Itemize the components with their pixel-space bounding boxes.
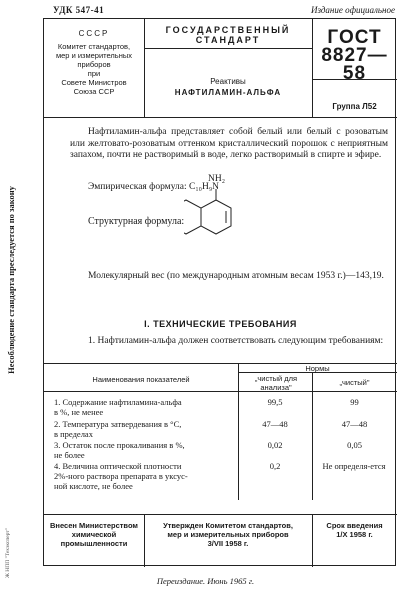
gost-number: 8827—58 — [321, 45, 388, 84]
gost-block — [312, 29, 397, 83]
col-header-pure: „чистый" — [339, 378, 370, 387]
col-header-name: Наименования показателей — [92, 375, 190, 384]
intro-paragraph: Нафтиламин-альфа представляет собой белый или белый с розоватым или желтовато-розоватым оттенком кристаллический порошок с неприятным запахом, почти не растворимый в воде, легко растворимый в спирте и эфире. — [70, 127, 388, 160]
gos-standard-label: ГОСУДАРСТВЕННЫЙ СТАНДАРТ — [165, 25, 291, 45]
section1-paragraph: 1. Нафтиламин-альфа должен соответствовать следующим требованиям: — [88, 336, 384, 346]
table-cell: 99,5 — [267, 397, 283, 407]
gost-label: ГОСТ — [327, 27, 382, 48]
table-cell: 0,02 — [267, 440, 283, 450]
approved-by: Утвержден Комитетом стандартов, мер и измерительных приборов 3/VII 1958 г. — [163, 521, 293, 548]
naphthalene-structure — [184, 186, 254, 261]
ussr-block — [44, 29, 144, 96]
group-label: Группа Л52 — [332, 102, 377, 111]
section-title: I. ТЕХНИЧЕСКИЕ ТРЕБОВАНИЯ — [144, 319, 297, 329]
reagents-label: Реактивы — [210, 77, 246, 86]
molecular-weight: Молекулярный вес (по международным атомным весам 1953 г.)—143,19. — [88, 271, 384, 281]
table-row: 2. Температура затвердевания в °С, в пределах — [54, 419, 182, 439]
table-cell: 99 — [350, 397, 359, 407]
empirical-formula: Эмпирическая формула: C₁₀H₉N — [88, 182, 219, 192]
table-cell: 47—48 — [341, 419, 368, 429]
table-row: 1. Содержание нафтиламина-альфа в %, не менее — [54, 397, 182, 417]
table-cell: Не определя-ется — [322, 461, 386, 471]
side-legal-note: Несоблюдение стандарта преследуется по закону — [6, 186, 16, 374]
table-cell: 0,05 — [347, 440, 362, 450]
ussr-label: СССР — [78, 29, 110, 38]
table-row: 3. Остаток после прокаливания в %, не более — [54, 440, 185, 460]
udk-code: УДК 547-41 — [53, 5, 105, 15]
side-publisher-note: Ж НПП "Техэксперт" — [5, 527, 11, 578]
effective-date: Срок введения 1/X 1958 г. — [326, 521, 383, 539]
document-frame — [43, 18, 396, 566]
introduced-by: Внесен Министерством химической промышленности — [50, 521, 138, 548]
nh2-group-label: NH₂ — [208, 174, 226, 184]
table-row: 4. Величина оптической плотности 2%-ного раствора препарата в уксус- ной кислоте, не более — [54, 461, 188, 491]
edition-note: Издание официальное — [310, 5, 395, 15]
table-cell: 47—48 — [262, 419, 288, 429]
reprint-note: Переиздание. Июнь 1965 г. — [156, 576, 255, 586]
committee-text: Комитет стандартов, мер и измерительных приборов при Совете Министров Союза ССР — [55, 42, 132, 96]
col-header-pure-analysis: „чистый для анализа" — [254, 374, 298, 392]
col-header-norms: Нормы — [305, 364, 330, 373]
structural-formula-label: Структурная формула: — [88, 216, 185, 227]
product-title — [144, 77, 312, 97]
product-name: НАФТИЛАМИН-АЛЬФА — [174, 88, 282, 97]
table-cell: 0,2 — [269, 461, 281, 471]
